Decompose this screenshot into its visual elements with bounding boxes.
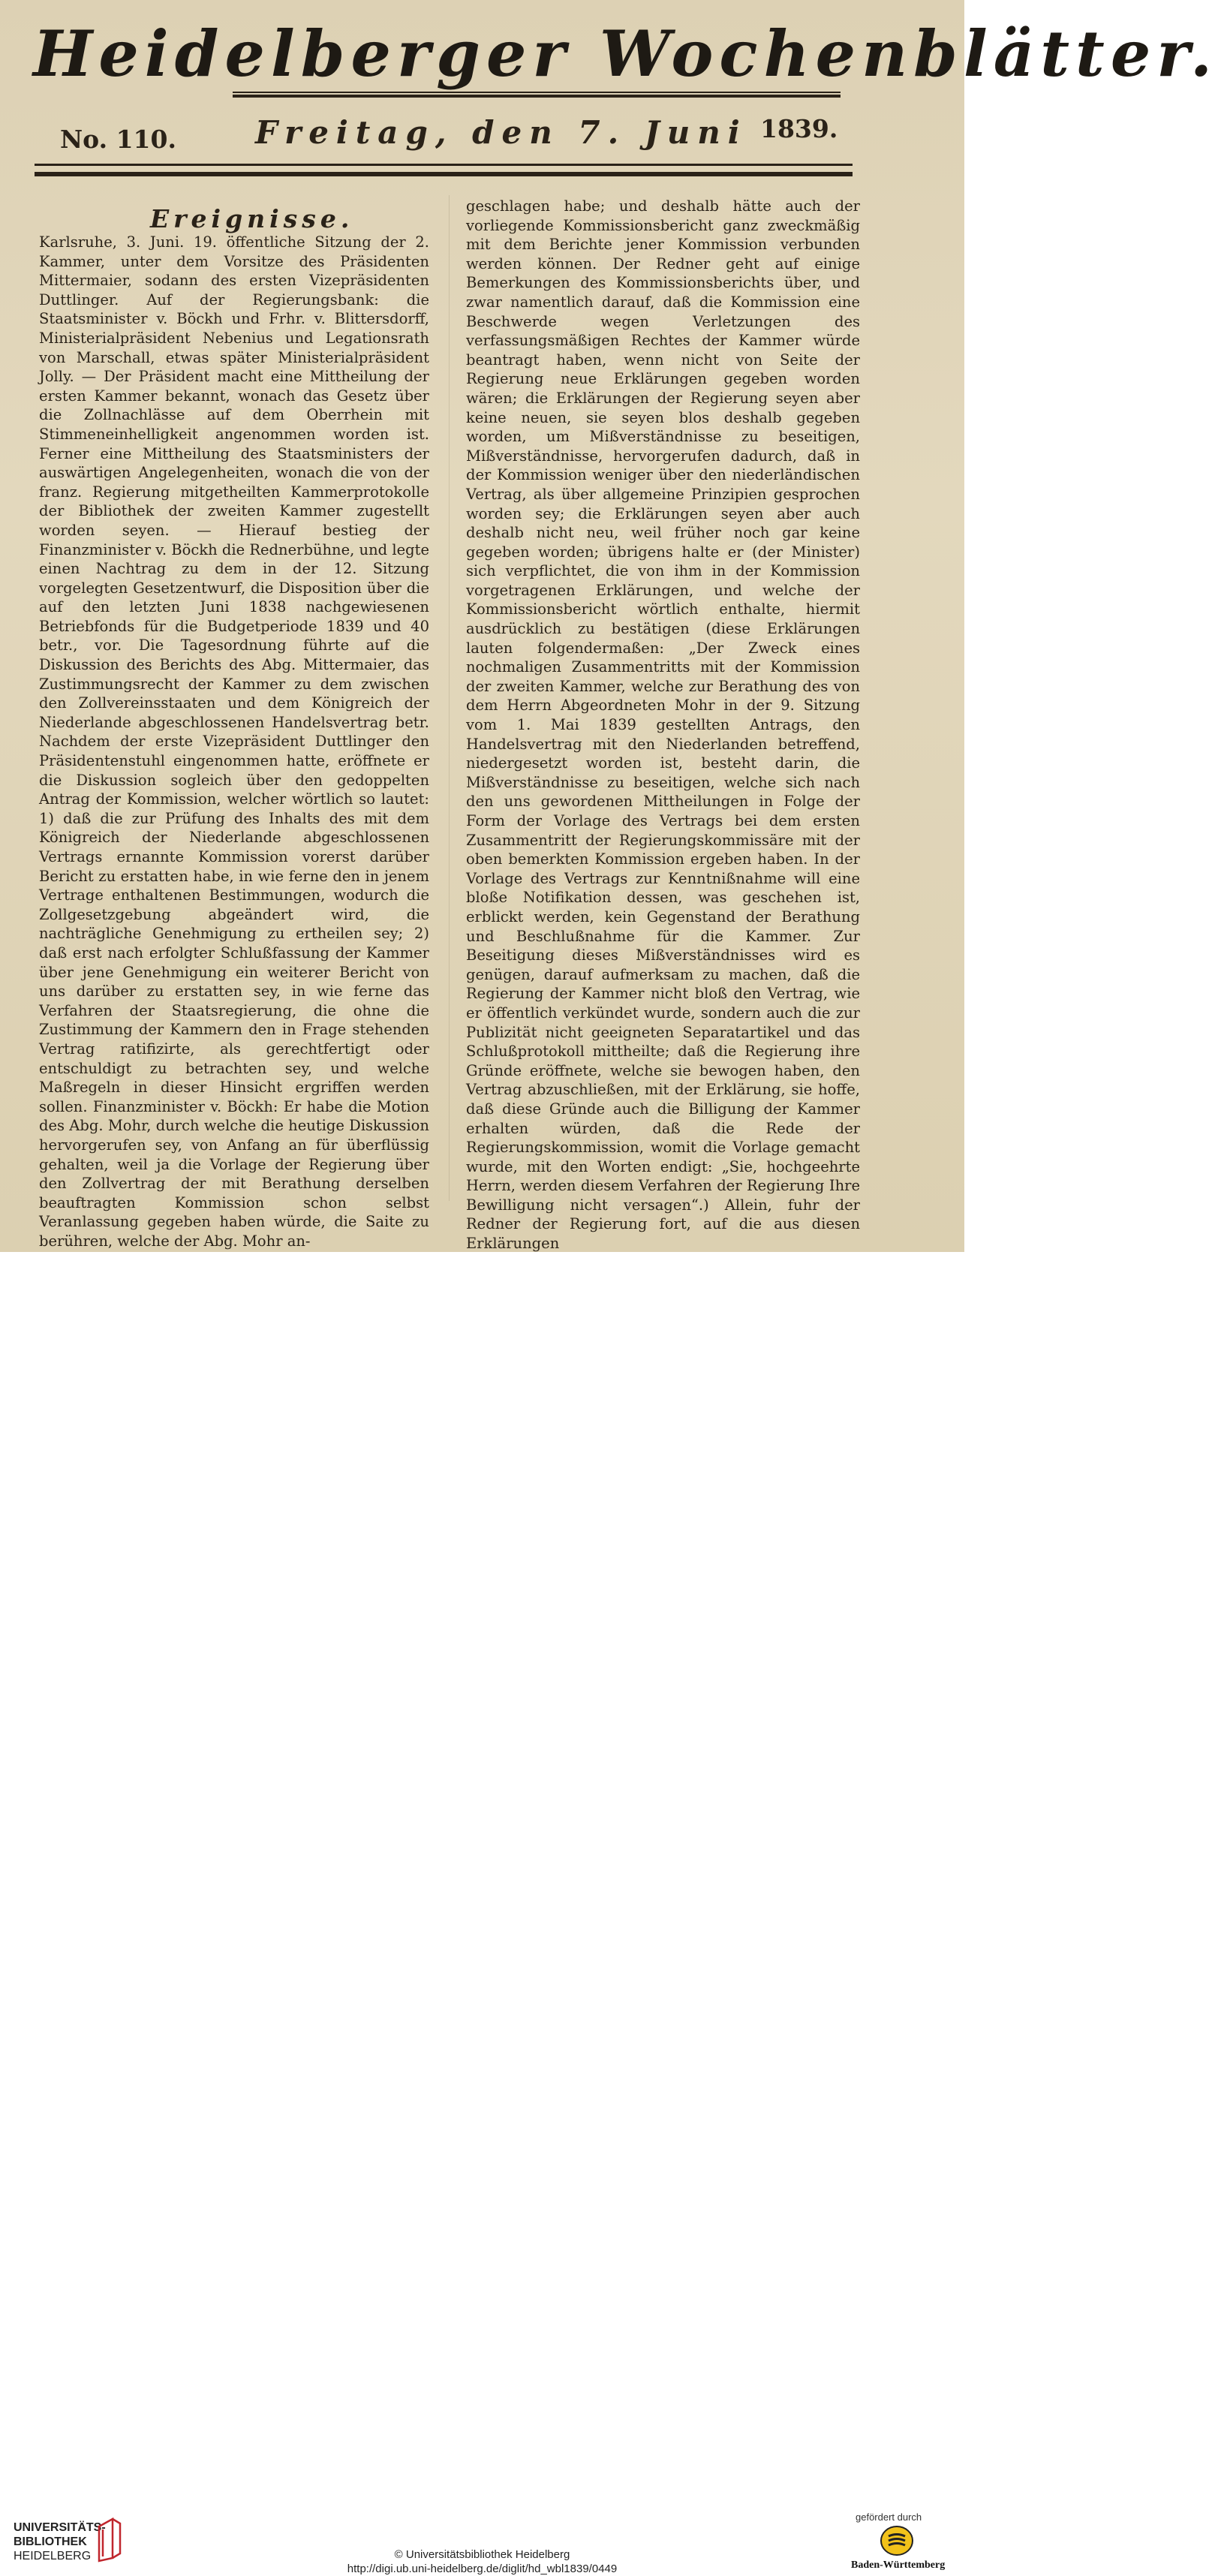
- article-right-column: geschlagen habe; und deshalb hätte auch der vorliegende Kommissionsbericht ganz zweckmäßig mit dem Berichte jener Kommission verbunden werden können. Der Redner geht auf einige Bemerkungen des Kommissionsberichts über, und zwar namentlich darauf, daß die Kommission eine Beschwerde wegen Verletzungen des verfassungsmäßigen Rechtes der Kammer würde beantragt haben, wenn nicht von Seite der Regierung neue Erklärungen gegeben worden wären; die Erklärungen der Regierung seyen aber keine neuen, sie seyen blos deshalb gegeben worden, um Mißverständnisse zu beseitigen, Mißverständnisse, hervorgerufen dadurch, daß in der Kommission weniger über den niederländischen Vertrag, als über allgemeine Prinzipien gesprochen worden sey; die Erklärungen seyen aber auch deshalb nicht neu, weil früher noch gar keine gegeben worden; übrigens halte er (der Minister) sich verpflichtet, die von ihm in der Kommission vorgetragenen Erklärungen, und welche der Kommissionsbericht wörtlich enthalte, hiermit ausdrücklich zu bestätigen (diese Erklärungen lauten folgendermaßen: „Der Zweck eines nochmaligen Zusammentritts mit der Kommission der zweiten Kammer, welche zur Berathung des von dem Herrn Abgeordneten Mohr in der 9. Sitzung vom 1. Mai 1839 gestellten Antrags, den Handelsvertrag mit den Niederlanden betreffend, niedergesetzt worden ist, besteht darin, die Mißverständnisse zu beseitigen, welche sich nach den uns gewordenen Mittheilungen in Folge der Form der Vorlage des Vertrags bei dem ersten Zusammentritt der Regierungskommissäre mit der oben bemerkten Kommission ergeben haben. In der Vorlage des Vertrags zur Kenntnißnahme will eine bloße Notifikation dessen, was geschehen ist, erblickt werden, kein Gegenstand der Berathung und Beschlußnahme für die Kammer. Zur Beseitigung dieses Mißverständnisses wird es genügen, darauf aufmerksam zu machen, daß die Regierung der Kammer nicht bloß den Vertrag, wie er öffentlich verkündet wurde, sondern auch die zur Publizität nicht geeigneten Separatartikel und das Schlußprotokoll mittheilte; daß die Regierung ihre Gründe eröffnete, welche sie bewogen haben, den Vertrag abzuschließen, mit der Erklärung, sie hoffe, daß diese Gründe auch die Billigung der Kammer erhalten würden, daß die Rede der Regierungskommission, womit die Vorlage gemacht wurde, mit den Worten endigt: „Sie, hochgeehrte Herrn, werden diesem Verfahren der Regierung Ihre Bewilligung nicht versagen“.) Allein, fuhr der Redner der Regierung fort, auf die aus diesen Erklärungen: [466, 197, 860, 1253]
- issue-number: No. 110.: [60, 125, 176, 154]
- sponsor-label: gefördert durch: [856, 2511, 922, 2523]
- masthead-rule-thin: [233, 92, 841, 93]
- issue-year: 1839.: [760, 114, 838, 143]
- header-rule-thin: [35, 164, 853, 166]
- masthead-rule-thick: [233, 95, 841, 98]
- newspaper-page: [0, 0, 1218, 1253]
- masthead-title: Heidelberger Wochenblätter.: [33, 17, 1218, 91]
- copyright-notice: [0, 2547, 964, 2576]
- copyright-text: © Universitätsbibliothek Heidelberg: [394, 2548, 570, 2561]
- issue-date: Freitag, den 7. Juni: [255, 114, 747, 151]
- state-coat-of-arms-icon: [880, 2525, 914, 2556]
- library-name-line3: HEIDELBERG: [14, 2550, 92, 2562]
- article-left-column: Karlsruhe, 3. Juni. 19. öffentliche Sitzung der 2. Kammer, unter dem Vorsitze des Präsidenten Mittermaier, sodann des ersten Vizepräsidenten Duttlinger. Auf der Regierungsbank: die Staatsminister v. Böckh und Frhr. v. Blittersdorff, Ministerialpräsident Nebenius und Legationsrath von Marschall, etwas später Ministerialpräsident Jolly. — Der Präsident macht eine Mittheilung der ersten Kammer bekannt, wonach das Gesetz über die Zollnachlässe auf dem Oberrhein mit Stimmeneinhelligkeit angenommen worden ist. Ferner eine Mittheilung des Staatsministers der auswärtigen Angelegenheiten, wonach die von der franz. Regierung mitgetheilten Kammerprotokolle der Bibliothek der zweiten Kammer zugestellt worden seyen. — Hierauf bestieg der Finanzminister v. Böckh die Rednerbühne, und legte einen Nachtrag zu dem in der 12. Sitzung vorgelegten Gesetzentwurf, die Disposition über die auf den letzten Juni 1838 nachgewiesenen Betriebfonds für die Budgetperiode 1839 und 40 betr., vor. Die Tagesordnung führte auf die Diskussion des Berichts des Abg. Mittermaier, das Zustimmungsrecht der Kammer zu dem zwischen den Zollvereinsstaaten und dem Königreich der Niederlande abgeschlossenen Handelsvertrag betr. Nachdem der erste Vizepräsident Duttlinger den Präsidentenstuhl eingenommen hatte, eröffnete er die Diskussion sogleich über den gedoppelten Antrag der Kommission, welcher wörtlich so lautet: 1) daß die zur Prüfung des Inhalts des mit dem Königreich der Niederlande abgeschlossenen Vertrags ernannte Kommission vorerst darüber Bericht zu erstatten habe, in wie ferne den in jenem Vertrage enthaltenen Bestimmungen, wodurch die Zollgesetzgebung abgeändert wird, die nachträgliche Genehmigung zu ertheilen sey; 2) daß erst nach erfolgter Schlußfassung der Kammer über jene Genehmigung ein weiterer Bericht von uns darüber zu erstatten sey, in wie ferne das Verfahren der Staatsregierung, die ohne die Zustimmung der Kammern den in Frage stehenden Vertrag ratifizirte, als gerechtfertigt oder entschuldigt zu betrachten sey, und welche Maßregeln in dieser Hinsicht ergriffen werden sollen. Finanzminister v. Böckh: Er habe die Motion des Abg. Mohr, durch welche die heutige Diskussion hervorgerufen sey, von Anfang an für überflüssig gehalten, weil ja die Vorlage der Regierung über den Zollvertrag der mit Berathung derselben beauftragten Kommission schon selbst Veranlassung gegeben haben würde, die Saite zu berühren, welche der Abg. Mohr an-: [39, 233, 429, 1250]
- sponsor-name: Baden-Württemberg: [851, 2559, 946, 2571]
- library-name-line1: UNIVERSITÄTS-: [14, 2521, 106, 2534]
- permalink-url[interactable]: http://digi.ub.uni-heidelberg.de/diglit/hd_wbl1839/0449: [347, 2562, 618, 2575]
- section-heading: Ereignisse.: [150, 204, 354, 233]
- header-rule-thick: [35, 172, 853, 176]
- library-name-line2: BIBLIOTHEK: [14, 2535, 87, 2548]
- digitization-footer: [0, 1252, 964, 2575]
- column-divider: [449, 195, 450, 1201]
